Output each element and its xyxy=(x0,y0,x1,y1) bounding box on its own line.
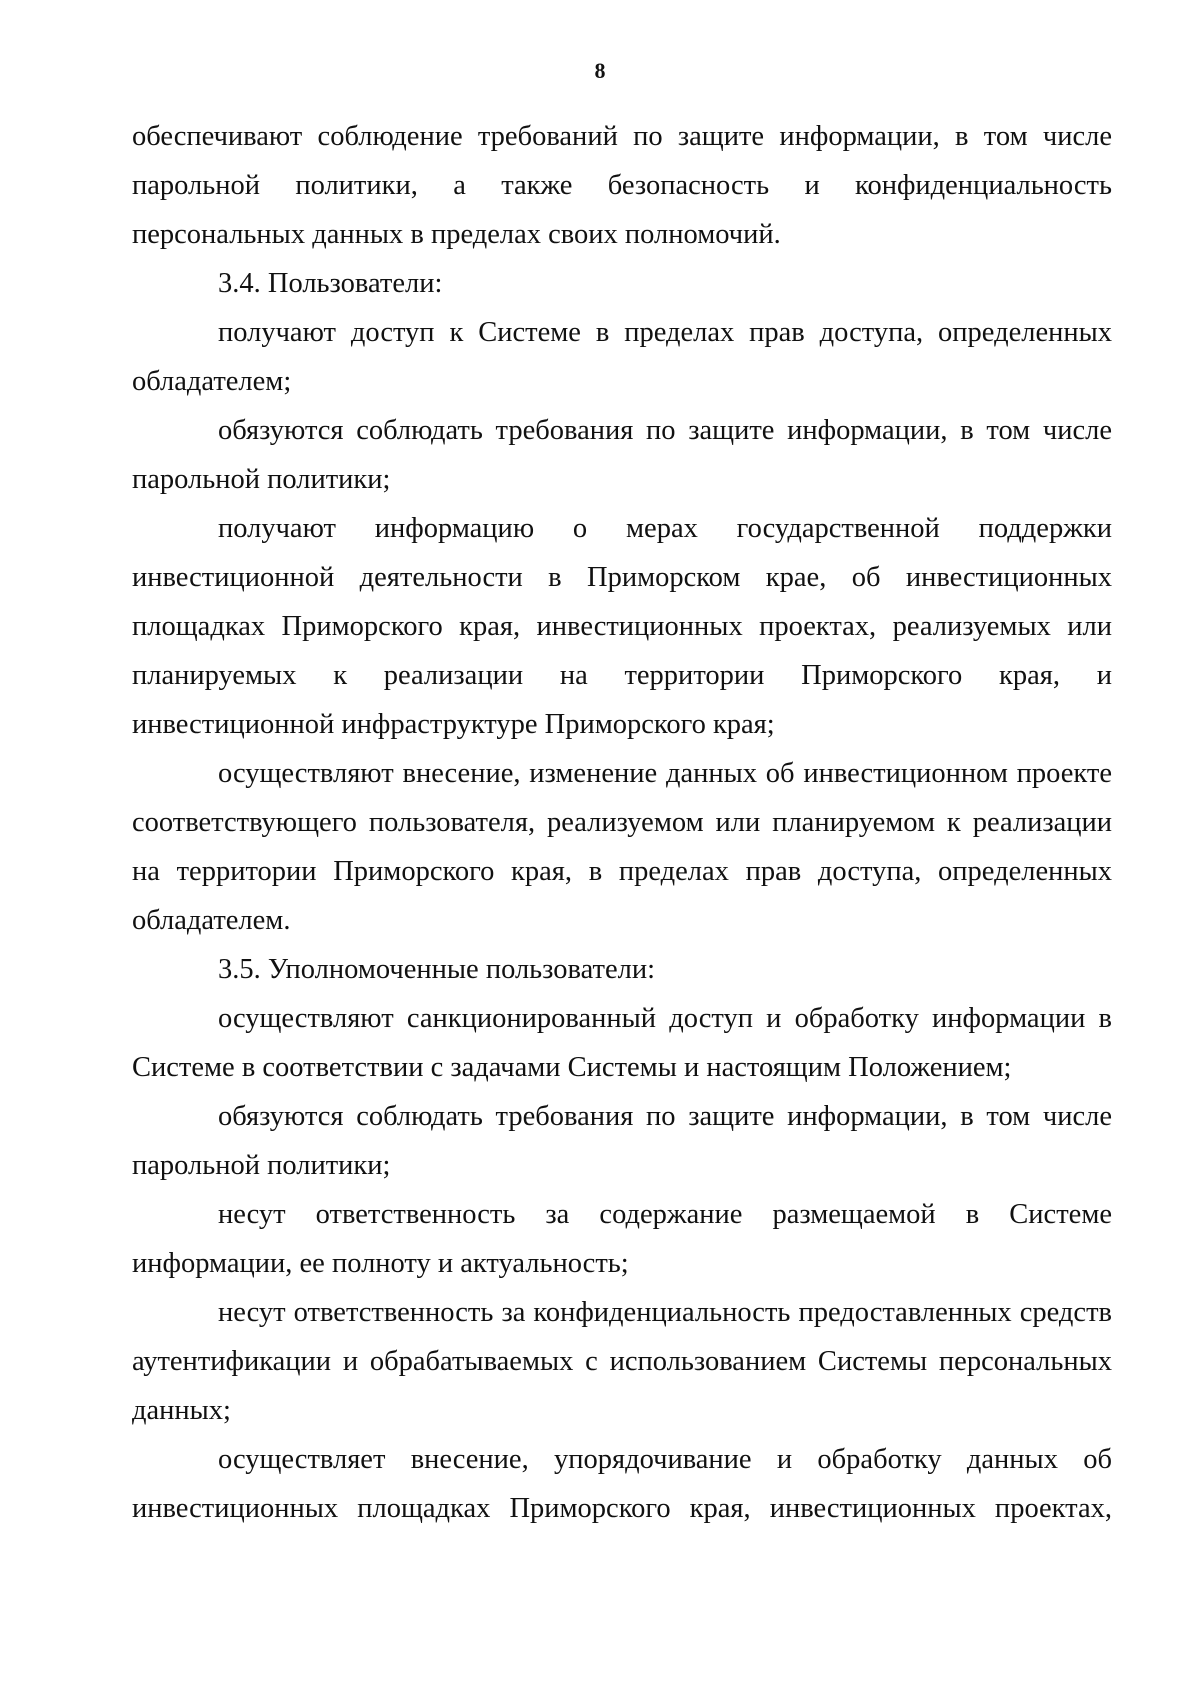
document-body xyxy=(132,112,1112,1533)
section-heading-3-5: 3.5. Уполномоченные пользователи: xyxy=(218,954,655,985)
paragraph: осуществляют внесение, изменение данных об инвестиционном проекте соответствующего пользователя, реализуемом или планируемом к реализации на территории Приморского края, в пределах прав доступа, определенных обладателем. xyxy=(132,758,1112,936)
paragraph: осуществляют санкционированный доступ и обработку информации в Системе в соответствии с задачами Системы и настоящим Положением; xyxy=(132,1003,1112,1083)
paragraph: обязуются соблюдать требования по защите информации, в том числе парольной политики; xyxy=(132,415,1112,495)
paragraph-continuation: обеспечивают соблюдение требований по защите информации, в том числе парольной политики, а также безопасность и конфиденциальность персональных данных в пределах своих полномочий. xyxy=(132,121,1112,250)
paragraph: получают доступ к Системе в пределах прав доступа, определенных обладателем; xyxy=(132,317,1112,397)
paragraph: обязуются соблюдать требования по защите информации, в том числе парольной политики; xyxy=(132,1101,1112,1181)
paragraph: несут ответственность за конфиденциальность предоставленных средств аутентификации и обрабатываемых с использованием Системы персональных данных; xyxy=(132,1297,1112,1426)
section-heading-3-4: 3.4. Пользователи: xyxy=(218,268,443,299)
paragraph: получают информацию о мерах государственной поддержки инвестиционной деятельности в Приморском крае, об инвестиционных площадках Приморского края, инвестиционных проектах, реализуемых или планируемых к реализации на территории Приморского края, и инвестиционной инфраструктуре Приморского края; xyxy=(132,513,1112,740)
paragraph: несут ответственность за содержание размещаемой в Системе информации, ее полноту и актуальность; xyxy=(132,1199,1112,1279)
paragraph-continues: осуществляет внесение, упорядочивание и обработку данных об инвестиционных площадках Приморского края, инвестиционных проектах, xyxy=(132,1444,1112,1524)
page-number: 8 xyxy=(594,58,606,83)
